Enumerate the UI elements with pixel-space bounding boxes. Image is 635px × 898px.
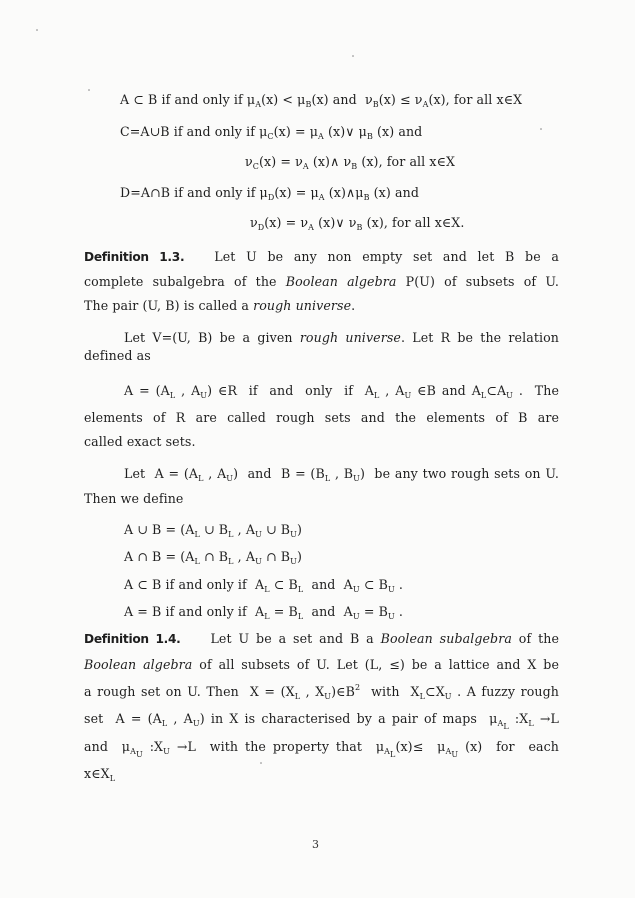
page-number: 3 [312, 838, 319, 851]
scan-speck [352, 55, 354, 57]
definition-1-3-line-1: Definition 1.3. Let U be any non empty set and let B be a [84, 249, 559, 264]
definition-1-3-line-2: complete subalgebra of the Boolean algebra P(U) of subsets of U. [84, 274, 559, 289]
definition-1-4-line-6: $x\in X_L$ [84, 766, 116, 783]
operations-line-2: Then we define [84, 491, 184, 506]
rough-intersection-formula: A ∩ $B = (A_L$ ∩ $B_L$ , $A_U$ ∩ $B_U$) [124, 549, 302, 566]
union-condition-line: C=A∪B if and only if $\mu_C(x) = \mu_A$ (x)∨ $\mu_B$ (x) and [120, 124, 423, 141]
relation-line-2: defined as [84, 348, 151, 363]
rough-equality-formula: A = B if and only if $A_L = B_L$ and $A_U = B_U$ . [124, 604, 403, 621]
rough-subset-formula: A ⊂ B if and only if $A_L$ ⊂ $B_L$ and $A_U$ ⊂ $B_U$ . [124, 577, 403, 594]
definition-1-4-line-1: Definition 1.4. Let U be a set and B a Boolean subalgebra of the [84, 631, 559, 646]
definition-1-4-line-5: and $\mu_{A_U}$ $:X_U \to L$ with the property that $\mu_{A_L}(x)\le \mu_{A_U}$ (x) for each [84, 739, 559, 759]
definition-1-4-line-3: a rough set on U. Then $X = (X_L$ , $X_U)\in B^2$ with $X_L\subset X_U$ . A fuzzy rough [84, 683, 559, 701]
scan-speck [540, 128, 542, 130]
definition-1-3-line-3: The pair (U, B) is called a rough universe. [84, 298, 356, 313]
scan-speck [260, 762, 262, 764]
relation-line-3: elements of R are called rough sets and the elements of B are [84, 410, 559, 425]
intersection-nu-line: $\nu_D(x) = \nu_A$ (x)∨ $\nu_B$ (x), for all x∈X. [250, 215, 465, 232]
definition-1-3-label: Definition 1.3. [84, 250, 185, 264]
relation-formula: $A = (A_L$ , $A_U$) ∈R if and only if $A_L$ , $A_U$ ∈B and $A_L\subset A_U$ . The [124, 383, 560, 400]
intersection-condition-line: D=A∩B if and only if $\mu_D(x) = \mu_A$ $(x)\wedge\mu_B$ (x) and [120, 185, 419, 202]
relation-line-4: called exact sets. [84, 434, 196, 449]
relation-line-1: Let V=(U, B) be a given rough universe. Let R be the relation [124, 330, 560, 345]
union-nu-line: $\nu_C(x) = \nu_A$ (x)∧ $\nu_B$ (x), for all x∈X [245, 154, 456, 171]
scan-speck [36, 29, 38, 31]
definition-1-4-label: Definition 1.4. [84, 632, 181, 646]
rough-union-formula: A ∪ $B = (A_L$ ∪ $B_L$ , $A_U$ ∪ $B_U$) [124, 522, 302, 539]
scan-speck [88, 89, 90, 91]
definition-1-4-line-2: Boolean algebra of all subsets of U. Let (L, ≤) be a lattice and X be [84, 657, 559, 672]
subset-condition-line: A ⊂ B if and only if $\mu_A(x) < \mu_B(x)$ and $\nu_B(x) \le \nu_A(x)$, for all x∈X [120, 92, 523, 109]
definition-1-4-line-4: set $A = (A_L$ , $A_U$) in X is characterised by a pair of maps $\mu_{A_L}$ $:X_L \to L$ [84, 711, 559, 731]
operations-line-1: Let $A = (A_L$ , $A_U$) and $B = (B_L$ , $B_U$) be any two rough sets on U. [124, 466, 559, 483]
